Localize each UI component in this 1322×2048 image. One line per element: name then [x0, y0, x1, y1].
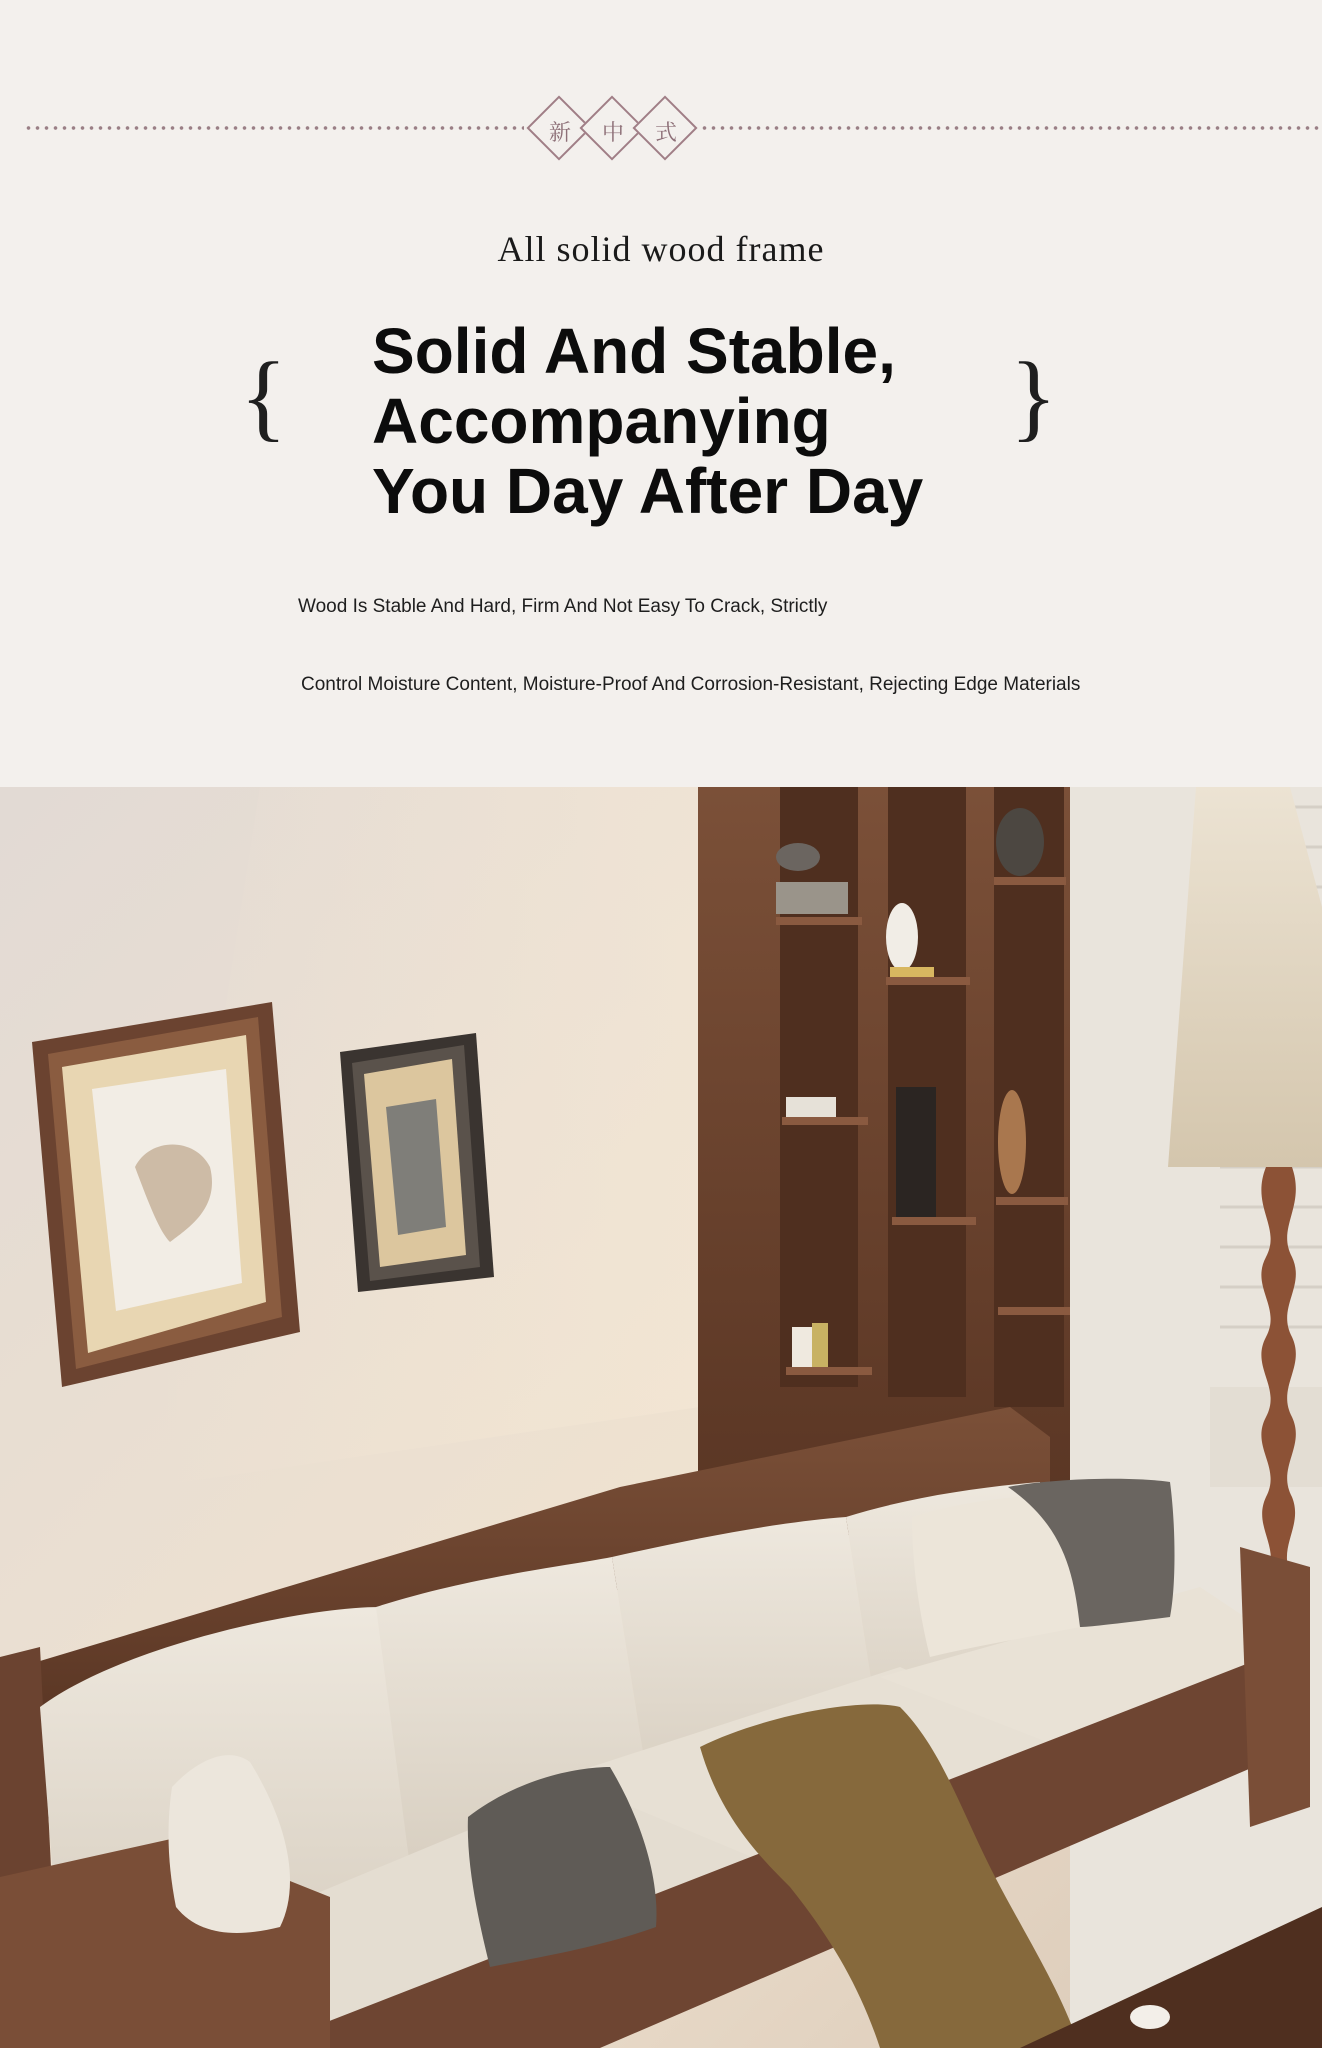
close-brace-icon: }	[1010, 343, 1058, 451]
style-badge	[524, 94, 700, 164]
headline-line: Accompanying	[372, 385, 831, 457]
living-room-sofa-illustration	[0, 787, 1322, 2048]
body-text-line: Control Moisture Content, Moisture-Proof And Corrosion-Resistant, Rejecting Edge Materials	[301, 674, 1081, 695]
header-section	[0, 0, 1322, 787]
open-brace-icon: {	[240, 343, 288, 451]
badge-char: 式	[654, 121, 677, 146]
eyebrow-title: All solid wood frame	[497, 229, 825, 269]
body-text-line: Wood Is Stable And Hard, Firm And Not Easy To Crack, Strictly	[298, 596, 828, 617]
dotted-divider-left	[24, 126, 524, 130]
badge-char: 中	[601, 121, 624, 146]
headline	[372, 316, 972, 526]
headline-line: Solid And Stable,	[372, 315, 896, 387]
headline-line: You Day After Day	[372, 455, 924, 527]
badge-char: 新	[548, 121, 571, 146]
product-photo	[0, 787, 1322, 2048]
dotted-divider-right	[700, 126, 1322, 130]
